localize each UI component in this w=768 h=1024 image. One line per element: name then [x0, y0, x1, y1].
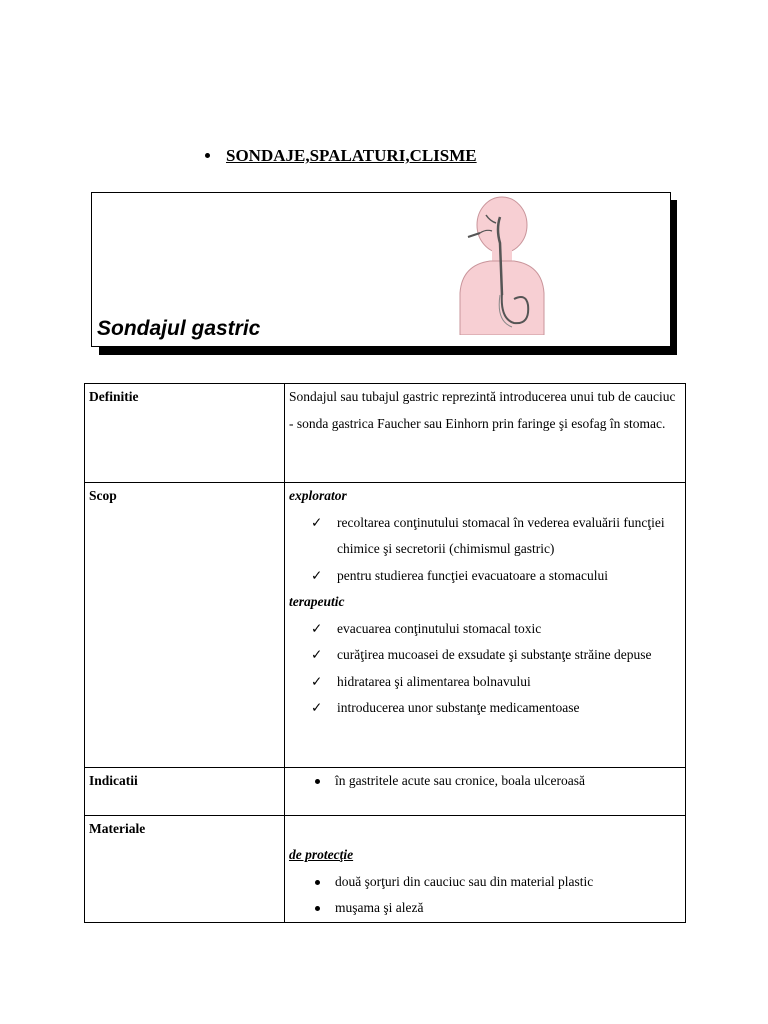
list-item [289, 895, 681, 922]
list-item [289, 669, 681, 696]
indicatii-content [285, 768, 686, 816]
list-item-text: două şorţuri din cauciuc sau din material plastic [335, 873, 594, 889]
table-row-definitie [85, 384, 686, 483]
list-item-text: recoltarea conţinutului stomacal în vederea evaluării funcţiei chimice şi secretorii (chimismul gastric) [337, 514, 665, 556]
materiale-list [289, 869, 681, 922]
bullet-icon [315, 906, 320, 911]
definition-text: Sondajul sau tubajul gastric reprezintă introducerea unui tub de cauciuc - sonda gastrica Faucher sau Einhorn prin faringe şi esofag în stomac. [285, 384, 686, 483]
materiale-content [285, 816, 686, 923]
digestive-tract-figure-icon [456, 195, 546, 335]
list-item-text: pentru studierea funcţiei evacuatoare a stomacului [337, 567, 609, 583]
row-label: Indicatii [85, 768, 285, 816]
indicatii-list [289, 768, 681, 795]
banner-title: Sondajul gastric [97, 317, 261, 340]
list-item-text: în gastritele acute sau cronice, boala ulceroasă [335, 773, 586, 788]
bullet-icon [315, 779, 320, 784]
list-item-text: hidratarea şi alimentarea bolnavului [337, 673, 531, 689]
list-item-text: evacuarea conţinutului stomacal toxic [337, 620, 542, 636]
row-label: Materiale [85, 816, 285, 923]
list-item [289, 563, 681, 590]
explorator-list [289, 510, 681, 590]
heading-text: SONDAJE,SPALATURI,CLISME [226, 146, 477, 165]
table-row-indicatii [85, 768, 686, 816]
checkmark-icon: ✓ [311, 647, 323, 662]
bullet-icon [205, 153, 210, 158]
checkmark-icon: ✓ [311, 514, 323, 530]
checkmark-icon: ✓ [311, 567, 323, 583]
list-item [289, 768, 681, 795]
bullet-icon [315, 880, 320, 885]
table-row-materiale [85, 816, 686, 923]
row-label: Definitie [85, 384, 285, 483]
section-subtitle: terapeutic [289, 594, 345, 609]
checkmark-icon: ✓ [311, 673, 323, 689]
list-item [289, 869, 681, 896]
table-row-scop [85, 483, 686, 768]
list-item-text: introducerea unor substanţe medicamentoase [337, 700, 580, 715]
checkmark-icon: ✓ [311, 620, 323, 636]
list-item-text: muşama şi aleză [335, 900, 424, 915]
terapeutic-list [289, 616, 681, 722]
procedure-table [84, 383, 686, 923]
title-banner [91, 192, 671, 347]
list-item [289, 695, 681, 722]
document-heading [205, 146, 477, 166]
list-item [289, 510, 681, 563]
section-subtitle: de protecţie [289, 847, 354, 862]
row-label: Scop [85, 483, 285, 768]
list-item [289, 616, 681, 643]
checkmark-icon: ✓ [311, 700, 323, 715]
section-subtitle: explorator [289, 488, 347, 503]
scop-content [285, 483, 686, 768]
list-item-text: curăţirea mucoasei de exsudate şi substanţe străine depuse [337, 647, 652, 662]
list-item [289, 642, 681, 669]
